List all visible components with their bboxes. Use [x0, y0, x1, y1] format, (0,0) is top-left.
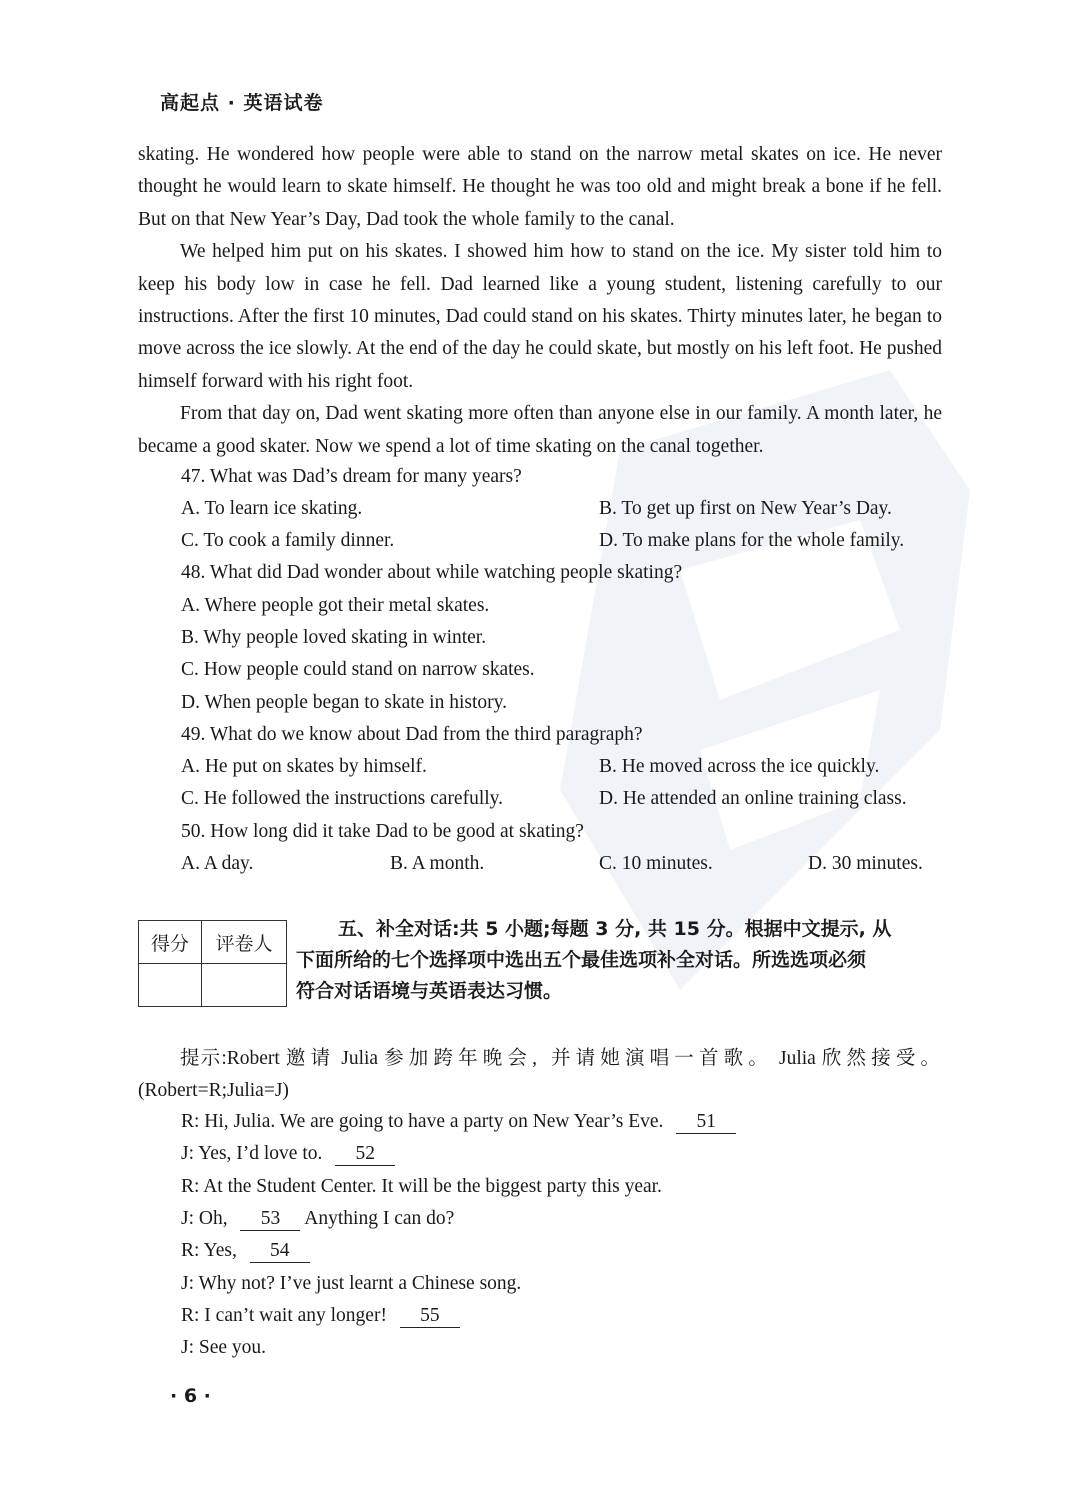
- question-49-option-c: C. He followed the instructions carefully.: [181, 788, 504, 809]
- hint-julia-1: Julia: [341, 1048, 379, 1069]
- reading-passage: [138, 139, 942, 463]
- dialogue-line-6-text: J: Why not? I’ve just learnt a Chinese song.: [181, 1273, 522, 1294]
- dialogue-line-7: [181, 1305, 460, 1328]
- section-5-line-1: 五、补全对话:共 5 小题;每题 3 分, 共 15 分。根据中文提示, 从: [338, 918, 892, 940]
- section-5-instructions: [296, 914, 936, 1007]
- dialogue-hint: [138, 1043, 944, 1108]
- hint-prefix: 提示:Robert: [180, 1048, 280, 1069]
- dialogue-line-8-text: J: See you.: [181, 1337, 267, 1358]
- dialogue-line-1-text: R: Hi, Julia. We are going to have a party on New Year’s Eve.: [181, 1111, 664, 1132]
- question-48-option-a: A. Where people got their metal skates.: [181, 595, 490, 616]
- blank-53[interactable]: 53: [240, 1208, 300, 1231]
- question-48-option-c: C. How people could stand on narrow skates.: [181, 659, 535, 680]
- hint-line-2: (Robert=R;Julia=J): [138, 1080, 289, 1102]
- hint-julia-2: Julia: [778, 1048, 816, 1069]
- question-48-option-d: D. When people began to skate in history.: [181, 692, 508, 713]
- dialogue-line-8: [181, 1337, 266, 1359]
- question-47-option-d: D. To make plans for the whole family.: [599, 530, 905, 551]
- score-header: 得分: [139, 921, 202, 964]
- question-47-stem: 47. What was Dad’s dream for many years?: [181, 466, 522, 487]
- page-header: 高起点 · 英语试卷: [160, 92, 324, 114]
- hint-invite: 邀请: [285, 1048, 336, 1069]
- blank-55[interactable]: 55: [400, 1305, 460, 1328]
- passage-paragraph-1: skating. He wondered how people were able to stand on the narrow metal skates on ice. He never thought he would learn to skate himself. He thought he was too old and might break a bone if he fell. But on that New Year’s Day, Dad took the whole family to the canal.: [138, 144, 942, 230]
- passage-paragraph-2: We helped him put on his skates. I showed him how to stand on the ice. My sister told him to keep his body low in case he fell. Dad learned like a young student, listening carefully to our instructions. After the first 10 minutes, Dad could stand on his skates. Thirty minutes later, he began to move across the ice slowly. At the end of the day he could skate, but mostly on his left foot. He pushed himself forward with his right foot.: [138, 241, 942, 392]
- section-5-line-3: 符合对话语境与英语表达习惯。: [296, 980, 563, 1002]
- dialogue-line-3-text: R: At the Student Center. It will be the biggest party this year.: [181, 1176, 662, 1197]
- blank-54[interactable]: 54: [250, 1240, 310, 1263]
- score-table: [138, 920, 287, 1007]
- dialogue-line-1: [181, 1111, 736, 1134]
- question-48-option-b: B. Why people loved skating in winter.: [181, 627, 487, 648]
- blank-51[interactable]: 51: [676, 1111, 736, 1134]
- question-50-option-d: D. 30 minutes.: [808, 853, 923, 874]
- dialogue-line-2: [181, 1143, 395, 1166]
- question-50-option-a: A. A day.: [181, 853, 254, 874]
- score-cell: [139, 964, 202, 1007]
- question-49-option-d: D. He attended an online training class.: [599, 788, 907, 809]
- dialogue-line-2-text: J: Yes, I’d love to.: [181, 1143, 323, 1164]
- dialogue-line-4-after: Anything I can do?: [304, 1208, 455, 1229]
- page-number: · 6 ·: [170, 1385, 211, 1407]
- dialogue-line-4: [181, 1208, 454, 1231]
- dialogue-line-4-text: J: Oh,: [181, 1208, 228, 1229]
- question-50-option-b: B. A month.: [390, 853, 485, 874]
- question-50-stem: 50. How long did it take Dad to be good at skating?: [181, 821, 584, 842]
- question-47-option-a: A. To learn ice skating.: [181, 498, 363, 519]
- question-49-stem: 49. What do we know about Dad from the third paragraph?: [181, 724, 643, 745]
- question-49-option-b: B. He moved across the ice quickly.: [599, 756, 880, 777]
- dialogue-line-5: [181, 1240, 310, 1263]
- section-5-line-2: 下面所给的七个选择项中选出五个最佳选项补全对话。所选选项必须: [296, 949, 867, 971]
- blank-52[interactable]: 52: [335, 1143, 395, 1166]
- question-50-option-c: C. 10 minutes.: [599, 853, 713, 874]
- grader-header: 评卷人: [202, 921, 287, 964]
- hint-middle: 参加跨年晚会, 并请她演唱一首歌。: [384, 1048, 773, 1069]
- question-47-option-b: B. To get up first on New Year’s Day.: [599, 498, 892, 519]
- question-47-option-c: C. To cook a family dinner.: [181, 530, 395, 551]
- dialogue-line-6: [181, 1273, 521, 1295]
- dialogue-line-3: [181, 1176, 662, 1198]
- hint-end: 欣然接受。: [821, 1048, 945, 1069]
- dialogue-line-5-text: R: Yes,: [181, 1240, 237, 1261]
- grader-cell: [202, 964, 287, 1007]
- dialogue-line-7-text: R: I can’t wait any longer!: [181, 1305, 387, 1326]
- hint-line-1: [138, 1043, 944, 1075]
- passage-paragraph-3: From that day on, Dad went skating more often than anyone else in our family. A month later, he became a good skater. Now we spend a lot of time skating on the canal together.: [138, 403, 942, 457]
- question-49-option-a: A. He put on skates by himself.: [181, 756, 427, 777]
- question-48-stem: 48. What did Dad wonder about while watching people skating?: [181, 562, 683, 583]
